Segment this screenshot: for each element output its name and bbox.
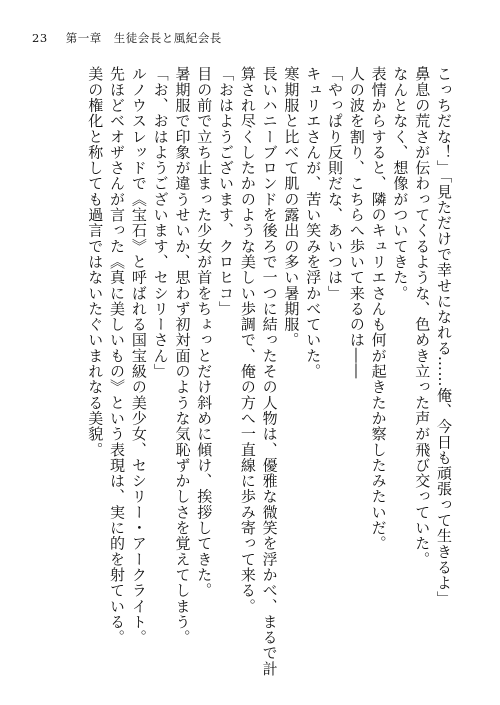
text-line: 先ほどベオザさんが言った《真に美しいもの》という表現は、実に的を射ている。 — [108, 66, 127, 646]
text-line: 暑期服で印象が違うせいか、思わず初対面のような気恥ずかしさを覚えてしまう。 — [173, 66, 192, 646]
text-line: 長いハニーブロンドを後ろで一つに結ったその人物は、優雅な微笑を浮かべ、まるで計 — [260, 66, 279, 676]
vertical-text-body — [44, 66, 454, 676]
text-line: こっちだな！」「見ただけで幸せになれる……俺、今日も頑張って生きるよ」 — [435, 66, 453, 607]
text-line: 「おはようございます、クロヒコ」 — [217, 66, 236, 317]
text-line: 美の権化と称しても過言ではないたぐいまれなる美貌。 — [86, 66, 105, 458]
text-line: 鼻息の荒さが伝わってくるような、色めき立った声が飛び交っていた。 — [413, 66, 432, 567]
running-header — [32, 30, 222, 46]
text-line: なんとなく、想像がついてきた。 — [391, 66, 410, 301]
page-number: 23 — [32, 31, 48, 45]
text-line: キュリエさんが、苦い笑みを浮かべていた。 — [304, 66, 323, 379]
text-line: 「お、おはようございます、セシリーさん」 — [151, 66, 170, 379]
text-line: 寒期服と比べて肌の露出の多い暑期服。 — [282, 66, 301, 348]
text-line: 表情からすると、隣のキュリエさんも何が起きたか察したみたいだ。 — [369, 66, 388, 552]
text-line: 目の前で立ち止まった少女が首をちょっとだけ斜めに傾け、挨拶してきた。 — [195, 66, 214, 599]
text-line: 算され尽くしたかのような美しい歩調で、俺の方へ一直線に歩み寄って来る。 — [238, 66, 257, 614]
chapter-title: 第一章 生徒会長と風紀会長 — [65, 31, 222, 45]
text-line: 人の波を割り、こちらへ歩いて来るのは―― — [347, 66, 366, 379]
text-line: ルノウスレッドで《宝石》と呼ばれる国宝級の美少女、セシリー・アークライト。 — [129, 66, 148, 646]
text-line: 「やっぱり反則だな、あいつは」 — [326, 66, 345, 301]
